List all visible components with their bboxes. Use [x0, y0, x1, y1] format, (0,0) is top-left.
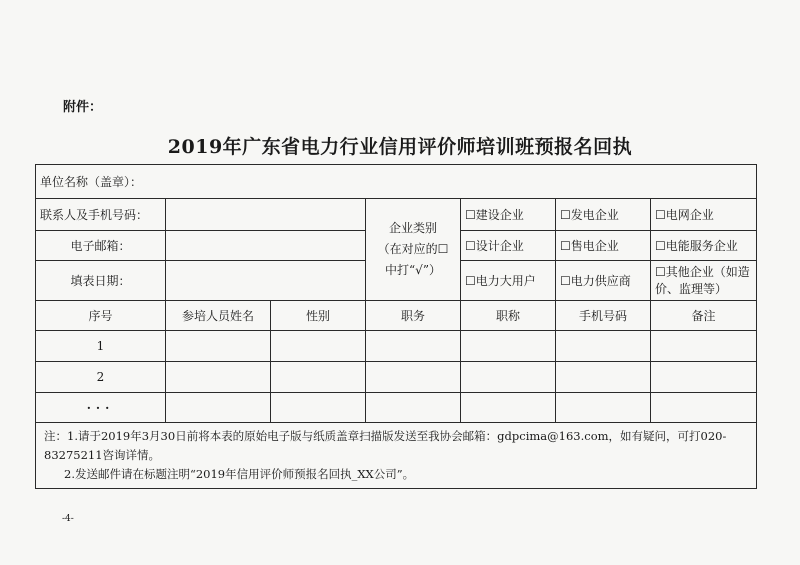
- column-header-gender: 性别: [271, 301, 366, 331]
- name-cell[interactable]: [166, 393, 271, 423]
- position-cell[interactable]: [366, 331, 461, 362]
- category-option-power-generation[interactable]: ☐发电企业: [556, 199, 651, 231]
- gender-cell[interactable]: [271, 331, 366, 362]
- row-seq: 1: [36, 331, 166, 362]
- column-header-name: 参培人员姓名: [166, 301, 271, 331]
- notes-cell: [36, 423, 757, 489]
- note-1: 注：1.请于2019年3月30日前将本表的原始电子版与纸质盖章扫描版发送至我协会邮箱：gdpcima@163.com，如有疑问，可打020-83275211咨询详情。: [44, 429, 727, 462]
- unit-name-field[interactable]: [36, 165, 757, 199]
- name-cell[interactable]: [166, 362, 271, 393]
- contact-input[interactable]: [166, 199, 366, 231]
- registration-form-table: [35, 164, 757, 489]
- category-line-3: 中打“√”）: [385, 263, 441, 277]
- category-option-design[interactable]: ☐设计企业: [461, 231, 556, 261]
- attachment-label: 附件：: [63, 100, 103, 115]
- column-header-remarks: 备注: [651, 301, 757, 331]
- note-2: 2.发送邮件请在标题注明“2019年信用评价师预报名回执_XX公司”。: [64, 467, 415, 481]
- category-line-2: （在对应的☐: [377, 242, 449, 256]
- table-row: [36, 362, 757, 393]
- category-option-construction[interactable]: ☐建设企业: [461, 199, 556, 231]
- title-cell[interactable]: [461, 393, 556, 423]
- gender-cell[interactable]: [271, 393, 366, 423]
- category-line-1: 企业类别: [388, 221, 437, 235]
- position-cell[interactable]: [366, 393, 461, 423]
- phone-cell[interactable]: [556, 362, 651, 393]
- page-number: -4-: [62, 514, 74, 524]
- category-option-electricity-sales[interactable]: ☐售电企业: [556, 231, 651, 261]
- unit-name-label: 单位名称（盖章）：: [40, 175, 143, 189]
- category-label-cell: [366, 199, 461, 301]
- title-cell[interactable]: [461, 362, 556, 393]
- fill-date-label: 填表日期：: [36, 261, 166, 301]
- contact-label: 联系人及手机号码：: [36, 199, 166, 231]
- phone-cell[interactable]: [556, 331, 651, 362]
- phone-cell[interactable]: [556, 393, 651, 423]
- table-row: [36, 393, 757, 423]
- title-cell[interactable]: [461, 331, 556, 362]
- column-header-phone: 手机号码: [556, 301, 651, 331]
- remarks-cell[interactable]: [651, 362, 757, 393]
- column-header-seq: 序号: [36, 301, 166, 331]
- remarks-cell[interactable]: [651, 331, 757, 362]
- column-header-title: 职称: [461, 301, 556, 331]
- row-seq: ···: [36, 393, 166, 423]
- page-title: 2019年广东省电力行业信用评价师培训班预报名回执: [167, 136, 633, 158]
- remarks-cell[interactable]: [651, 393, 757, 423]
- row-seq: 2: [36, 362, 166, 393]
- email-label: 电子邮箱：: [36, 231, 166, 261]
- name-cell[interactable]: [166, 331, 271, 362]
- category-option-other[interactable]: ☐其他企业（如造价、监理等）: [651, 261, 757, 301]
- gender-cell[interactable]: [271, 362, 366, 393]
- fill-date-input[interactable]: [166, 261, 366, 301]
- category-option-grid[interactable]: ☐电网企业: [651, 199, 757, 231]
- category-option-large-user[interactable]: ☐电力大用户: [461, 261, 556, 301]
- category-option-power-supplier[interactable]: ☐电力供应商: [556, 261, 651, 301]
- category-option-energy-service[interactable]: ☐电能服务企业: [651, 231, 757, 261]
- email-input[interactable]: [166, 231, 366, 261]
- column-header-position: 职务: [366, 301, 461, 331]
- position-cell[interactable]: [366, 362, 461, 393]
- table-row: [36, 331, 757, 362]
